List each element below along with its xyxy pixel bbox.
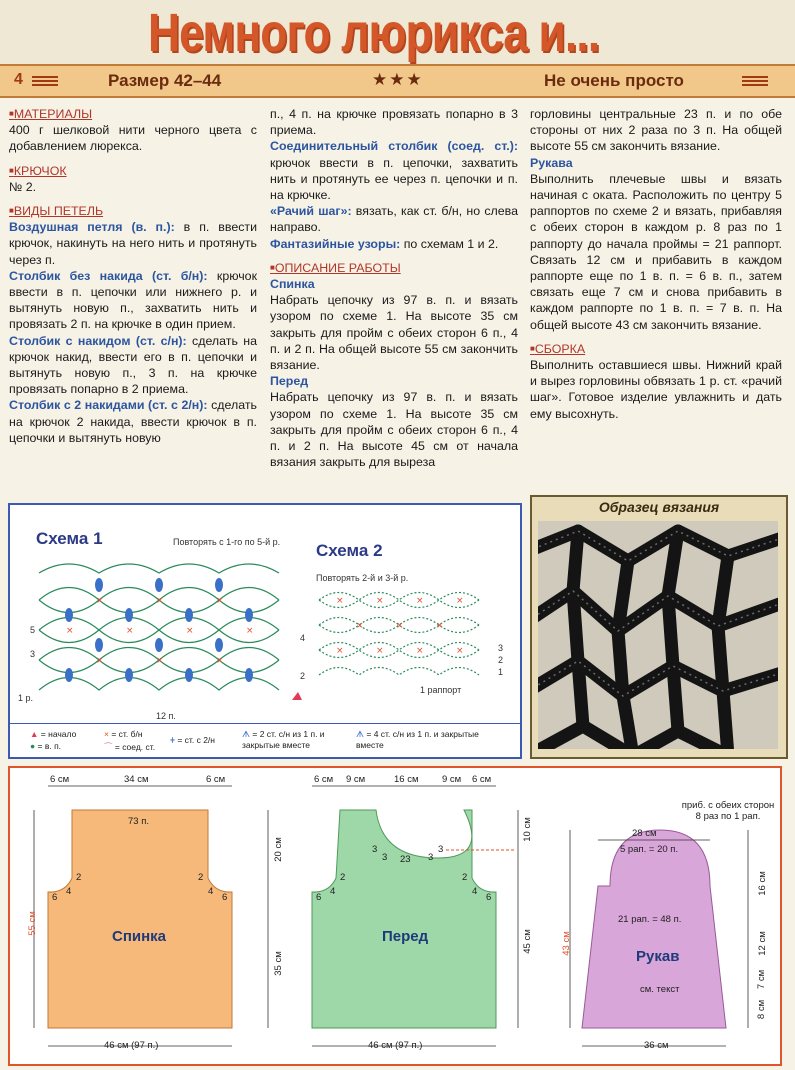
schema2-rapport: 1 раппорт bbox=[420, 685, 462, 695]
stitches-heading: ■ ВИДЫ ПЕТЕЛЬ bbox=[9, 203, 257, 219]
legend-s2n: ǂ = ст. с 2/н bbox=[170, 735, 215, 745]
front-n2-right: 2 bbox=[462, 872, 468, 883]
svg-text:×: × bbox=[96, 656, 104, 666]
front-n4-right: 4 bbox=[472, 886, 478, 897]
sample-box bbox=[530, 495, 788, 759]
legend-four-ssn: ᗑ = 4 ст. с/н из 1 п. и закрытые вместе bbox=[356, 729, 479, 750]
schema1-width: 12 п. bbox=[156, 711, 176, 721]
front-neck-count: 23 bbox=[400, 854, 411, 865]
svg-text:×: × bbox=[456, 646, 464, 656]
front-neck-3c: 3 bbox=[428, 852, 434, 863]
sleeve-h4: 8 см bbox=[756, 999, 768, 1020]
back-n4-left: 4 bbox=[66, 886, 72, 897]
back-height-total: 55 см bbox=[26, 911, 38, 936]
back-text: Набрать цепочку из 97 в. п. и вязать узором по схеме 1. На высоте 35 см закрыть для пройм с обеих сторон 6 п., 4 п. и 2 п. На общей высоте 55 см закончить вязание. bbox=[270, 293, 518, 373]
back-n6-right: 6 bbox=[222, 892, 228, 903]
front-bottom: 46 см (97 п.) bbox=[368, 1040, 423, 1051]
svg-text:×: × bbox=[126, 626, 134, 636]
svg-text:×: × bbox=[216, 596, 224, 606]
sample-title: Образец вязания bbox=[598, 499, 720, 515]
back-top-count: 73 п. bbox=[128, 816, 149, 827]
schema1-row2: 2 bbox=[300, 671, 306, 681]
front-text: Набрать цепочку из 97 в. п. и вязать узором по схеме 1. На высоте 35 см закрыть для пройм с обеих сторон 6 п., 4 п. и 2 п. На высоте 45 см от начала вязания закрыть для выреза bbox=[270, 390, 518, 470]
difficulty-stars: ★★★ bbox=[372, 70, 424, 89]
back-body-height: 35 см bbox=[272, 951, 284, 976]
schema2-row2: 2 bbox=[498, 655, 504, 665]
front-neck-height: 10 см bbox=[521, 817, 533, 842]
difficulty-label: Не очень просто bbox=[544, 71, 684, 90]
svg-text:×: × bbox=[356, 621, 364, 631]
back-n2-left: 2 bbox=[76, 872, 82, 883]
sleeve-top-width: 28 см bbox=[632, 828, 657, 839]
text-column-1 bbox=[9, 106, 257, 446]
legend-two-ssn: ᗑ = 2 ст. с/н из 1 п. и закрытые вместе bbox=[242, 729, 325, 750]
svg-text:×: × bbox=[96, 596, 104, 606]
sleeve-h3: 7 см bbox=[756, 969, 768, 990]
front-heading: Перед bbox=[270, 374, 309, 389]
back-n4-right: 4 bbox=[208, 886, 214, 897]
svg-text:×: × bbox=[336, 596, 344, 606]
back-piece-label: Спинка bbox=[112, 928, 167, 945]
schema2-diagram bbox=[314, 585, 494, 685]
schema-box bbox=[8, 503, 522, 759]
sleeve-note: приб. с обеих сторон 8 раз по 1 рап. bbox=[681, 800, 775, 822]
materials-heading: ■ МАТЕРИАЛЫ bbox=[9, 106, 257, 122]
svg-text:×: × bbox=[216, 656, 224, 666]
info-bar bbox=[0, 64, 795, 98]
sleeve-h1: 16 см bbox=[756, 871, 768, 896]
front-neck-3a: 3 bbox=[372, 844, 378, 855]
soed-definition: Соединительный столбик (соед. ст.): крючок ввести в п. цепочки, захватить нить и протянуть ее через п. цепочки и п. на крючке. bbox=[270, 139, 518, 203]
back-top-right: 6 см bbox=[206, 774, 226, 785]
svg-text:×: × bbox=[246, 626, 254, 636]
svg-text:×: × bbox=[376, 646, 384, 656]
schema2-repeat: Повторять 2-й и 3-й р. bbox=[316, 573, 409, 583]
front-t5: 6 см bbox=[472, 774, 492, 785]
text-column-3 bbox=[530, 106, 782, 422]
back-piece-shape bbox=[48, 810, 232, 1028]
schema1-row1: 1 р. bbox=[18, 693, 34, 703]
svg-text:×: × bbox=[456, 596, 464, 606]
legend-vp: ● = в. п. bbox=[30, 741, 62, 751]
s2n-continuation: п., 4 п. на крючке провязать попарно в 3 приема. bbox=[270, 107, 518, 138]
front-n2-left: 2 bbox=[340, 872, 346, 883]
size-label: Размер 42–44 bbox=[108, 71, 222, 90]
legend-sbn: × = ст. б/н bbox=[104, 729, 143, 739]
schema1-row4: 4 bbox=[300, 633, 306, 643]
pattern-pieces bbox=[8, 766, 782, 1066]
svg-text:×: × bbox=[156, 656, 164, 666]
svg-text:×: × bbox=[156, 596, 164, 606]
svg-text:×: × bbox=[436, 621, 444, 631]
sleeve-heading: Рукава bbox=[530, 155, 573, 170]
back-n6-left: 6 bbox=[52, 892, 58, 903]
page-header bbox=[0, 0, 795, 95]
front-t4: 9 см bbox=[442, 774, 462, 785]
svg-text:×: × bbox=[336, 646, 344, 656]
sbn-definition: Столбик без накида (ст. б/н): крючок ввести в п. цепочки или нижнего р. и вытянуть новую п., захватить нить и провязать 2 п. на крючке в один прием. bbox=[9, 268, 257, 332]
sleeve-height-total: 43 см bbox=[560, 931, 572, 956]
schema1-row3: 3 bbox=[30, 649, 36, 659]
schema1-row5: 5 bbox=[30, 625, 36, 635]
svg-text:×: × bbox=[396, 621, 404, 631]
sleeve-piece-label: Рукав bbox=[636, 948, 680, 965]
front-piece-shape bbox=[312, 810, 496, 1028]
schema2-row1: 1 bbox=[498, 667, 504, 677]
back-top-mid: 34 см bbox=[124, 774, 149, 785]
sleeve-piece-shape bbox=[582, 830, 726, 1028]
svg-text:×: × bbox=[416, 646, 424, 656]
rach-definition: «Рачий шаг»: вязать, как ст. б/н, но слева направо. bbox=[270, 204, 518, 235]
decor-lines-icon bbox=[742, 74, 768, 88]
schema1-diagram bbox=[34, 555, 304, 705]
front-n6-left: 6 bbox=[316, 892, 322, 903]
svg-text:×: × bbox=[66, 626, 74, 636]
decor-lines-icon bbox=[32, 74, 58, 88]
svg-text:×: × bbox=[376, 596, 384, 606]
back-n2-right: 2 bbox=[198, 872, 204, 883]
front-piece-label: Перед bbox=[382, 928, 429, 945]
work-heading: ■ ОПИСАНИЕ РАБОТЫ bbox=[270, 260, 518, 276]
schema1-title: Схема 1 bbox=[36, 529, 103, 548]
front-n6-right: 6 bbox=[486, 892, 492, 903]
back-heading: Спинка bbox=[270, 277, 315, 292]
front-neck-3d: 3 bbox=[438, 844, 444, 855]
front-body-height: 45 см bbox=[521, 929, 533, 954]
assembly-heading: ■ СБОРКА bbox=[530, 341, 782, 357]
legend-divider bbox=[10, 723, 520, 724]
legend-start: ▲ = начало bbox=[30, 729, 77, 739]
back-bottom: 46 см (97 п.) bbox=[104, 1040, 159, 1051]
back-top-left: 6 см bbox=[50, 774, 70, 785]
schema1-repeat: Повторять с 1-го по 5-й р. bbox=[173, 537, 281, 547]
page-number: 4 bbox=[14, 71, 23, 88]
sample-photo bbox=[538, 521, 778, 749]
sleeve-top-rap: 5 рап. = 20 п. bbox=[620, 844, 679, 855]
sleeve-text: Выполнить плечевые швы и вязать начиная с оката. Расположить по центру 5 раппортов по схеме 2 и вязать, прибавляя с обеих сторон в каждом р. 8 раз по 1 раппорту до начала проймы = 21 раппорт. Связать 12 см и прибавить в каждом раппорте еще по 1 в. п. = 6 в. п., затем связать еще 7 см и снова прибавить в каждом раппорте по 1 в. п. = 7 в. п. На общей высоте 43 см закончить вязание. bbox=[530, 171, 782, 332]
sleeve-see-text: см. текст bbox=[640, 984, 680, 995]
hook-text: № 2. bbox=[9, 179, 37, 194]
back-arm-height: 20 см bbox=[272, 837, 284, 862]
front-n4-left: 4 bbox=[330, 886, 336, 897]
sleeve-bottom: 36 см bbox=[644, 1040, 669, 1051]
front-neck-3b: 3 bbox=[382, 852, 388, 863]
assembly-text: Выполнить оставшиеся швы. Нижний край и вырез горловины обвязать 1 р. ст. «рачий шаг». Готовое изделие увлажнить и дать ему высохнуть. bbox=[530, 358, 782, 421]
front-t1: 6 см bbox=[314, 774, 334, 785]
sleeve-h2: 12 см bbox=[756, 931, 768, 956]
hook-heading: ■ КРЮЧОК bbox=[9, 163, 257, 179]
front-t3: 16 см bbox=[394, 774, 419, 785]
schema2-title: Схема 2 bbox=[316, 541, 383, 560]
page-title: Немного люрикса и... bbox=[148, 3, 600, 63]
vp-definition: Воздушная петля (в. п.): в п. ввести крючок, накинуть на него нить и протянуть через п. bbox=[9, 220, 257, 267]
materials-text: 400 г шелковой нити черного цвета с добавлением люрекса. bbox=[9, 123, 257, 154]
svg-text:×: × bbox=[416, 596, 424, 606]
sleeve-mid-rap: 21 рап. = 48 п. bbox=[618, 914, 682, 925]
text-column-2 bbox=[270, 106, 518, 470]
schema2-row3: 3 bbox=[498, 643, 504, 653]
front-t2: 9 см bbox=[346, 774, 366, 785]
s2n-definition: Столбик с 2 накидами (ст. с 2/н): сделать на крючок 2 накида, ввести крючок в п. цепочки и вытянуть новую bbox=[9, 398, 257, 445]
front-continuation: горловины центральные 23 п. и по обе стороны от них 2 раза по 3 п. На общей высоте 55 см закончить вязание. bbox=[530, 107, 782, 154]
svg-text:×: × bbox=[186, 626, 194, 636]
ssn-definition: Столбик с накидом (ст. с/н): сделать на крючок накид, ввести его в п. цепочки и вытянуть новую п., 3 п. на крючке провязать попарно в 2 приема. bbox=[9, 333, 257, 397]
legend-soed: ⌒ = соед. ст. bbox=[104, 742, 156, 752]
fantasy-definition: Фантазийные узоры: по схемам 1 и 2. bbox=[270, 236, 499, 251]
